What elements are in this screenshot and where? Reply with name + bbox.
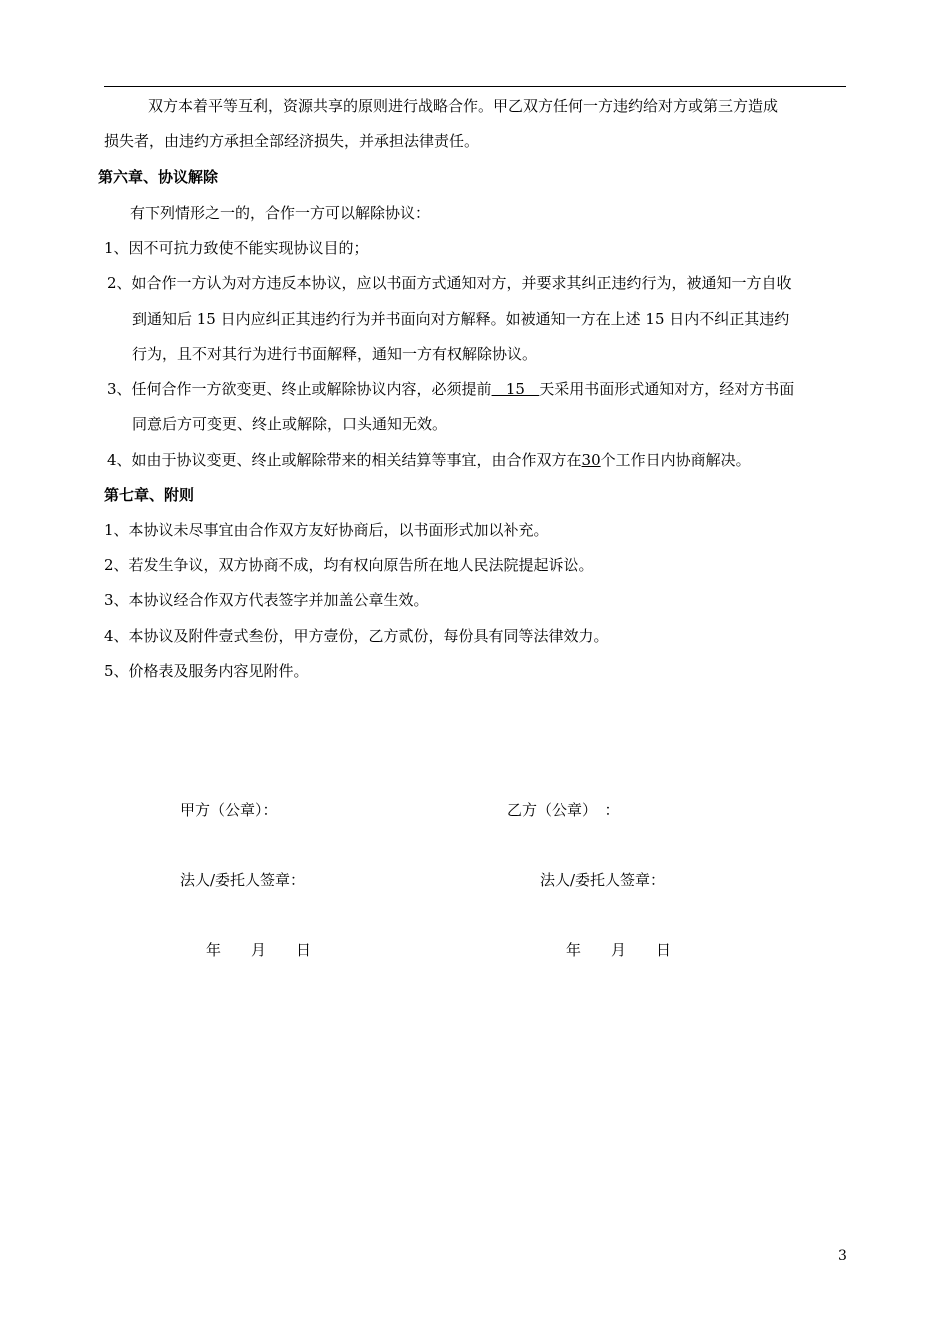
page-number: 3: [838, 1248, 847, 1264]
header-rule: [104, 86, 846, 87]
chapter-6-item-4: [107, 450, 751, 470]
item-3-suffix: 天采用书面形式通知对方，经对方书面: [539, 380, 795, 398]
chapter-6-heading: 第六章、协议解除: [98, 168, 219, 186]
chapter-6-item-3-line-1: [107, 379, 794, 399]
party-b-date: 年 月 日: [566, 941, 672, 959]
party-a-date: 年 月 日: [206, 941, 312, 959]
item-3-days: 15: [491, 380, 540, 398]
chapter-6-item-1: 1、因不可抗力致使不能实现协议目的；: [104, 239, 369, 257]
preamble-line-2: 损失者，由违约方承担全部经济损失，并承担法律责任。: [104, 132, 480, 150]
chapter-7-item-3: 3、本协议经合作双方代表签字并加盖公章生效。: [104, 591, 429, 609]
item-4-suffix: 个工作日内协商解决。: [600, 451, 751, 469]
chapter-7-heading: 第七章、附则: [104, 486, 195, 504]
item-4-prefix: 4、如由于协议变更、终止或解除带来的相关结算等事宜，由合作双方在: [107, 451, 582, 469]
item-3-prefix: 3、任何合作一方欲变更、终止或解除协议内容，必须提前: [107, 380, 492, 398]
chapter-6-item-2-line-1: 2、如合作一方认为对方违反本协议，应以书面方式通知对方，并要求其纠正违约行为，被通知一方自收: [107, 274, 792, 292]
party-a-seal-label: 甲方（公章）：: [180, 801, 278, 819]
chapter-6-intro: 有下列情形之一的，合作一方可以解除协议：: [130, 204, 431, 222]
chapter-7-item-4: 4、本协议及附件壹式叁份，甲方壹份，乙方贰份，每份具有同等法律效力。: [104, 627, 609, 645]
chapter-6-item-2-line-2: 到通知后 15 日内应纠正其违约行为并书面向对方解释。如被通知一方在上述 15 日内不纠正其违约: [132, 310, 790, 328]
item-4-days: 30: [581, 451, 601, 469]
chapter-6-item-2-line-3: 行为，且不对其行为进行书面解释，通知一方有权解除协议。: [132, 345, 538, 363]
chapter-6-item-3-line-2: 同意后方可变更、终止或解除，口头通知无效。: [132, 415, 448, 433]
preamble-line-1: 双方本着平等互利，资源共享的原则进行战略合作。甲乙双方任何一方违约给对方或第三方造成: [148, 97, 779, 115]
chapter-7-item-2: 2、若发生争议，双方协商不成，均有权向原告所在地人民法院提起诉讼。: [104, 556, 594, 574]
chapter-7-item-5: 5、价格表及服务内容见附件。: [104, 662, 309, 680]
chapter-7-item-1: 1、本协议未尽事宜由合作双方友好协商后，以书面形式加以补充。: [104, 521, 549, 539]
party-a-signer-label: 法人/委托人签章：: [180, 871, 306, 889]
party-b-signer-label: 法人/委托人签章：: [540, 871, 666, 889]
party-b-seal-label: 乙方（公章） ：: [507, 801, 620, 819]
